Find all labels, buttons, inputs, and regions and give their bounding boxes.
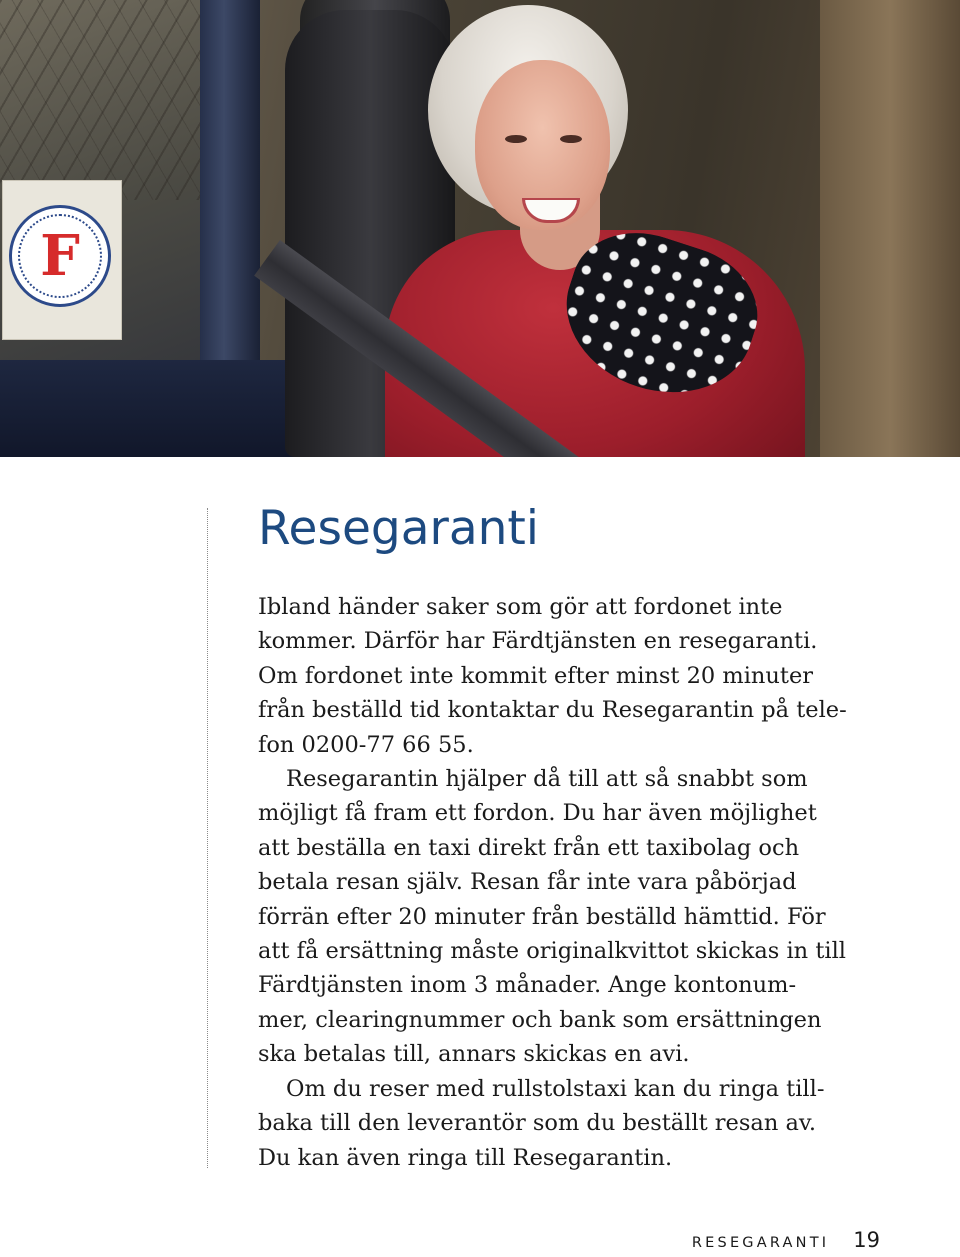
- body-line: mer, clearingnummer och bank som ersättningen: [258, 1006, 822, 1033]
- body-line: att få ersättning måste originalkvittot skickas in till: [258, 938, 846, 965]
- body-line: Du kan även ringa till Resegarantin.: [258, 1144, 673, 1171]
- car-pillar: [820, 0, 960, 457]
- body-line: Om fordonet inte kommit efter minst 20 minuter: [258, 662, 814, 689]
- body-line: Färdtjänsten inom 3 månader. Ange kontonum-: [258, 972, 797, 999]
- body-line: baka till den leverantör som du beställt resan av.: [258, 1110, 817, 1137]
- body-line: ska betalas till, annars skickas en avi.: [258, 1041, 690, 1068]
- body-line: från beställd tid kontaktar du Resegarantin på tele-: [258, 697, 847, 724]
- dotted-column-rule: [207, 508, 208, 1168]
- hero-photo: [0, 0, 960, 457]
- body-line: Resegarantin hjälper då till att så snabbt som: [286, 766, 808, 793]
- body-line: betala resan själv. Resan får inte vara påbörjad: [258, 869, 797, 896]
- page-footer: [692, 1228, 880, 1252]
- footer-section-name: RESEGARANTI: [691, 1235, 830, 1251]
- body-line: Om du reser med rullstolstaxi kan du ringa till-: [286, 1075, 825, 1102]
- right-eye: [560, 135, 582, 143]
- page-title: Resegaranti: [258, 501, 539, 556]
- body-line: förrän efter 20 minuter från beställd hämttid. För: [258, 903, 826, 930]
- body-line: kommer. Därför har Färdtjänsten en resegaranti.: [258, 628, 818, 655]
- fardtjansten-seal-logo: [9, 205, 111, 307]
- fardtjansten-sticker: [2, 180, 122, 340]
- body-line: möjligt få fram ett fordon. Du har även möjlighet: [258, 800, 817, 827]
- door-panel: [0, 360, 330, 457]
- left-eye: [505, 135, 527, 143]
- body-line: att beställa en taxi direkt från ett taxibolag och: [258, 834, 800, 861]
- article-body: [258, 590, 878, 1175]
- body-line: Ibland händer saker som gör att fordonet inte: [258, 594, 783, 620]
- page-number: 19: [853, 1228, 880, 1252]
- seal-letter: F: [40, 223, 80, 289]
- body-line: fon 0200-77 66 55.: [258, 731, 474, 758]
